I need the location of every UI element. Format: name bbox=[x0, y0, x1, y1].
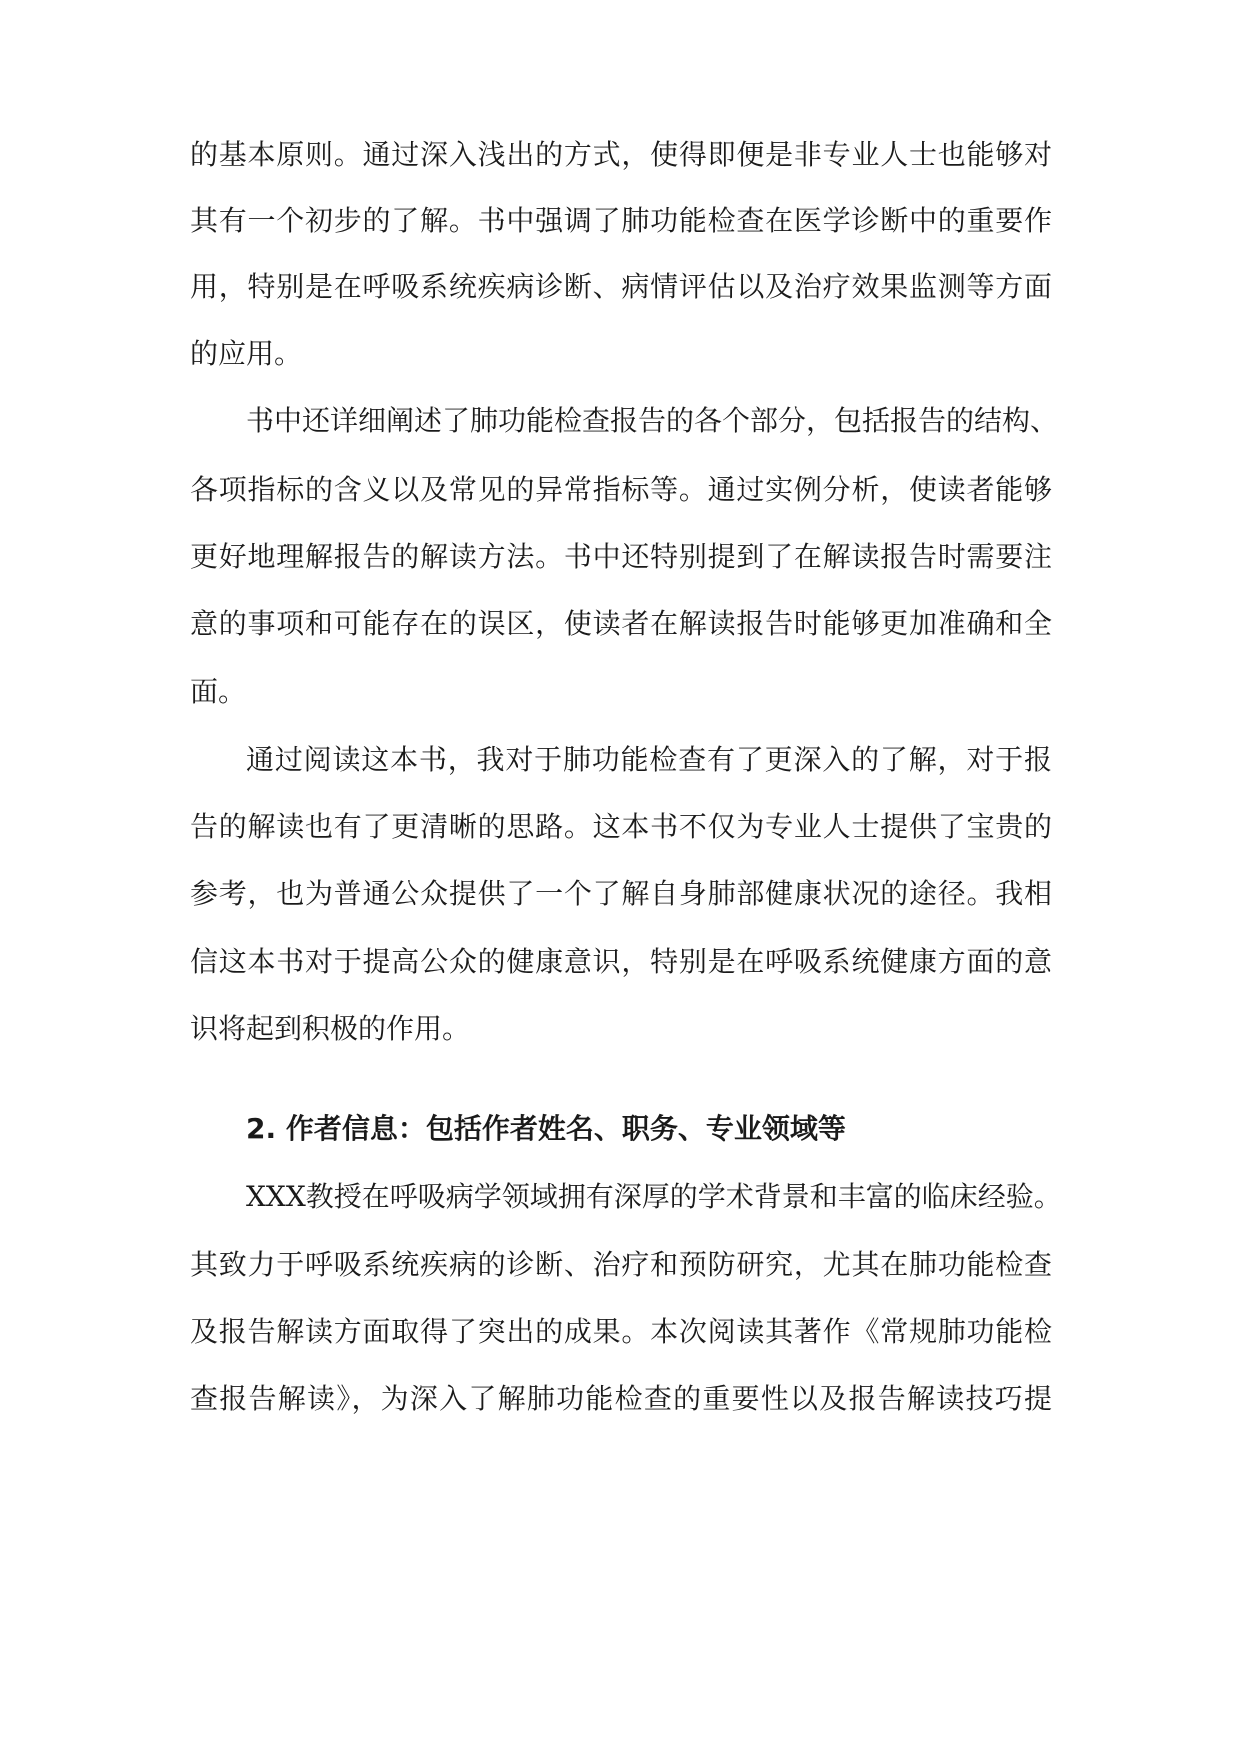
paragraph-3-line-5: 识将起到积极的作用。 bbox=[190, 1012, 471, 1045]
author-paragraph-line-2: 其致力于呼吸系统疾病的诊断、治疗和预防研究，尤其在肺功能检查 bbox=[190, 1248, 1052, 1281]
author-paragraph-line-1: XXX教授在呼吸病学领域拥有深厚的学术背景和丰富的临床经验。 bbox=[246, 1180, 1062, 1213]
paragraph-3-line-2: 告的解读也有了更清晰的思路。这本书不仅为专业人士提供了宝贵的 bbox=[190, 810, 1052, 843]
paragraph-3-line-3: 参考，也为普通公众提供了一个了解自身肺部健康状况的途径。我相 bbox=[190, 877, 1052, 910]
section-heading: 2. 作者信息：包括作者姓名、职务、专业领域等 bbox=[246, 1112, 846, 1145]
paragraph-2-line-1: 书中还详细阐述了肺功能检查报告的各个部分，包括报告的结构、 bbox=[246, 404, 1059, 437]
paragraph-1-line-1: 的基本原则。通过深入浅出的方式，使得即便是非专业人士也能够对 bbox=[190, 138, 1052, 171]
paragraph-1-line-2: 其有一个初步的了解。书中强调了肺功能检查在医学诊断中的重要作 bbox=[190, 204, 1052, 237]
paragraph-3-line-4: 信这本书对于提高公众的健康意识，特别是在呼吸系统健康方面的意 bbox=[190, 945, 1052, 978]
paragraph-3-line-1: 通过阅读这本书，我对于肺功能检查有了更深入的了解，对于报 bbox=[246, 743, 1052, 776]
paragraph-1-line-4: 的应用。 bbox=[190, 337, 303, 370]
paragraph-2-line-5: 面。 bbox=[190, 675, 247, 708]
paragraph-1-line-3: 用，特别是在呼吸系统疾病诊断、病情评估以及治疗效果监测等方面 bbox=[190, 270, 1052, 303]
author-paragraph-line-4: 查报告解读》，为深入了解肺功能检查的重要性以及报告解读技巧提 bbox=[190, 1382, 1052, 1415]
paragraph-2-line-2: 各项指标的含义以及常见的异常指标等。通过实例分析，使读者能够 bbox=[190, 473, 1052, 506]
paragraph-2-line-4: 意的事项和可能存在的误区，使读者在解读报告时能够更加准确和全 bbox=[190, 607, 1052, 640]
author-paragraph-line-3: 及报告解读方面取得了突出的成果。本次阅读其著作《常规肺功能检 bbox=[190, 1315, 1052, 1348]
paragraph-2-line-3: 更好地理解报告的解读方法。书中还特别提到了在解读报告时需要注 bbox=[190, 540, 1052, 573]
